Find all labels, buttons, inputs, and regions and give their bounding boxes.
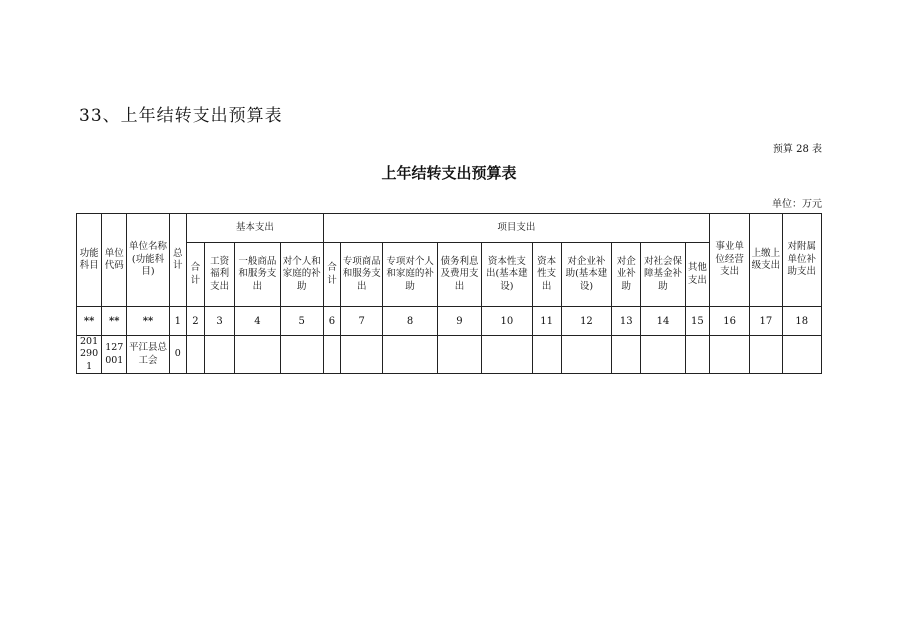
code-cell: **: [102, 307, 127, 336]
code-cell: 3: [204, 307, 234, 336]
cell-value: [612, 336, 641, 374]
unit-label: 单位：万元: [772, 199, 822, 210]
cell-value: [532, 336, 561, 374]
code-cell: **: [127, 307, 169, 336]
cell-value: [235, 336, 280, 374]
table-title: 上年结转支出预算表: [381, 164, 517, 182]
header-unit-code: 单位代码: [102, 214, 127, 307]
cell-value: [482, 336, 532, 374]
code-cell: 16: [709, 307, 749, 336]
code-cell: **: [77, 307, 102, 336]
code-cell: 6: [323, 307, 340, 336]
budget-table: [76, 213, 822, 374]
cell-value: [782, 336, 821, 374]
code-cell: 15: [685, 307, 709, 336]
cell-value: [561, 336, 611, 374]
header-project-goods-services: 专项商品和服务支出: [341, 243, 383, 307]
cell-value: [750, 336, 782, 374]
cell-value: [709, 336, 749, 374]
header-remit-superior: 上缴上级支出: [750, 214, 782, 307]
header-project-social-security: 对社会保障基金补助: [641, 243, 685, 307]
table-row: [77, 336, 822, 374]
cell-value: [186, 336, 204, 374]
code-cell: 4: [235, 307, 280, 336]
header-project-capital: 资本性支出: [532, 243, 561, 307]
header-func-subject: 功能科目: [77, 214, 102, 307]
code-cell: 1: [169, 307, 186, 336]
code-cell: 18: [782, 307, 821, 336]
header-subsidiary-subsidy: 对附属单位补助支出: [782, 214, 821, 307]
cell-value: [641, 336, 685, 374]
code-cell: 10: [482, 307, 532, 336]
cell-value: [341, 336, 383, 374]
code-cell: 11: [532, 307, 561, 336]
header-project-capital-construction: 资本性支出(基本建设): [482, 243, 532, 307]
header-project-subtotal: 合计: [323, 243, 340, 307]
cell-total: 0: [169, 336, 186, 374]
header-basic-subtotal: 合计: [186, 243, 204, 307]
code-cell: 5: [280, 307, 323, 336]
header-project-other: 其他支出: [685, 243, 709, 307]
header-basic-group: 基本支出: [186, 214, 323, 243]
code-cell: 9: [437, 307, 481, 336]
cell-func-subject: 2012901: [77, 336, 102, 374]
code-cell: 8: [383, 307, 437, 336]
code-cell: 17: [750, 307, 782, 336]
header-unit-name: 单位名称(功能科目): [127, 214, 169, 307]
cell-value: [280, 336, 323, 374]
code-row: [77, 307, 822, 336]
header-project-household-subsidy: 专项对个人和家庭的补助: [383, 243, 437, 307]
header-basic-wages: 工资福利支出: [204, 243, 234, 307]
header-business-expense: 事业单位经营支出: [709, 214, 749, 307]
cell-value: [204, 336, 234, 374]
cell-value: [685, 336, 709, 374]
header-total: 总计: [169, 214, 186, 307]
cell-value: [323, 336, 340, 374]
cell-value: [437, 336, 481, 374]
code-cell: 7: [341, 307, 383, 336]
table-number: 预算 28 表: [772, 144, 822, 155]
header-basic-household-subsidy: 对个人和家庭的补助: [280, 243, 323, 307]
code-cell: 14: [641, 307, 685, 336]
section-heading: 33、上年结转支出预算表: [79, 106, 283, 126]
code-cell: 12: [561, 307, 611, 336]
cell-unit-code: 127001: [102, 336, 127, 374]
header-project-enterprise-subsidy: 对企业补助: [612, 243, 641, 307]
header-project-group: 项目支出: [323, 214, 709, 243]
code-cell: 13: [612, 307, 641, 336]
header-basic-goods-services: 一般商品和服务支出: [235, 243, 280, 307]
cell-unit-name: 平江县总工会: [127, 336, 169, 374]
header-project-enterprise-construction: 对企业补助(基本建设): [561, 243, 611, 307]
header-project-debt-interest: 债务利息及费用支出: [437, 243, 481, 307]
header-row-groups: [77, 214, 822, 243]
code-cell: 2: [186, 307, 204, 336]
cell-value: [383, 336, 437, 374]
